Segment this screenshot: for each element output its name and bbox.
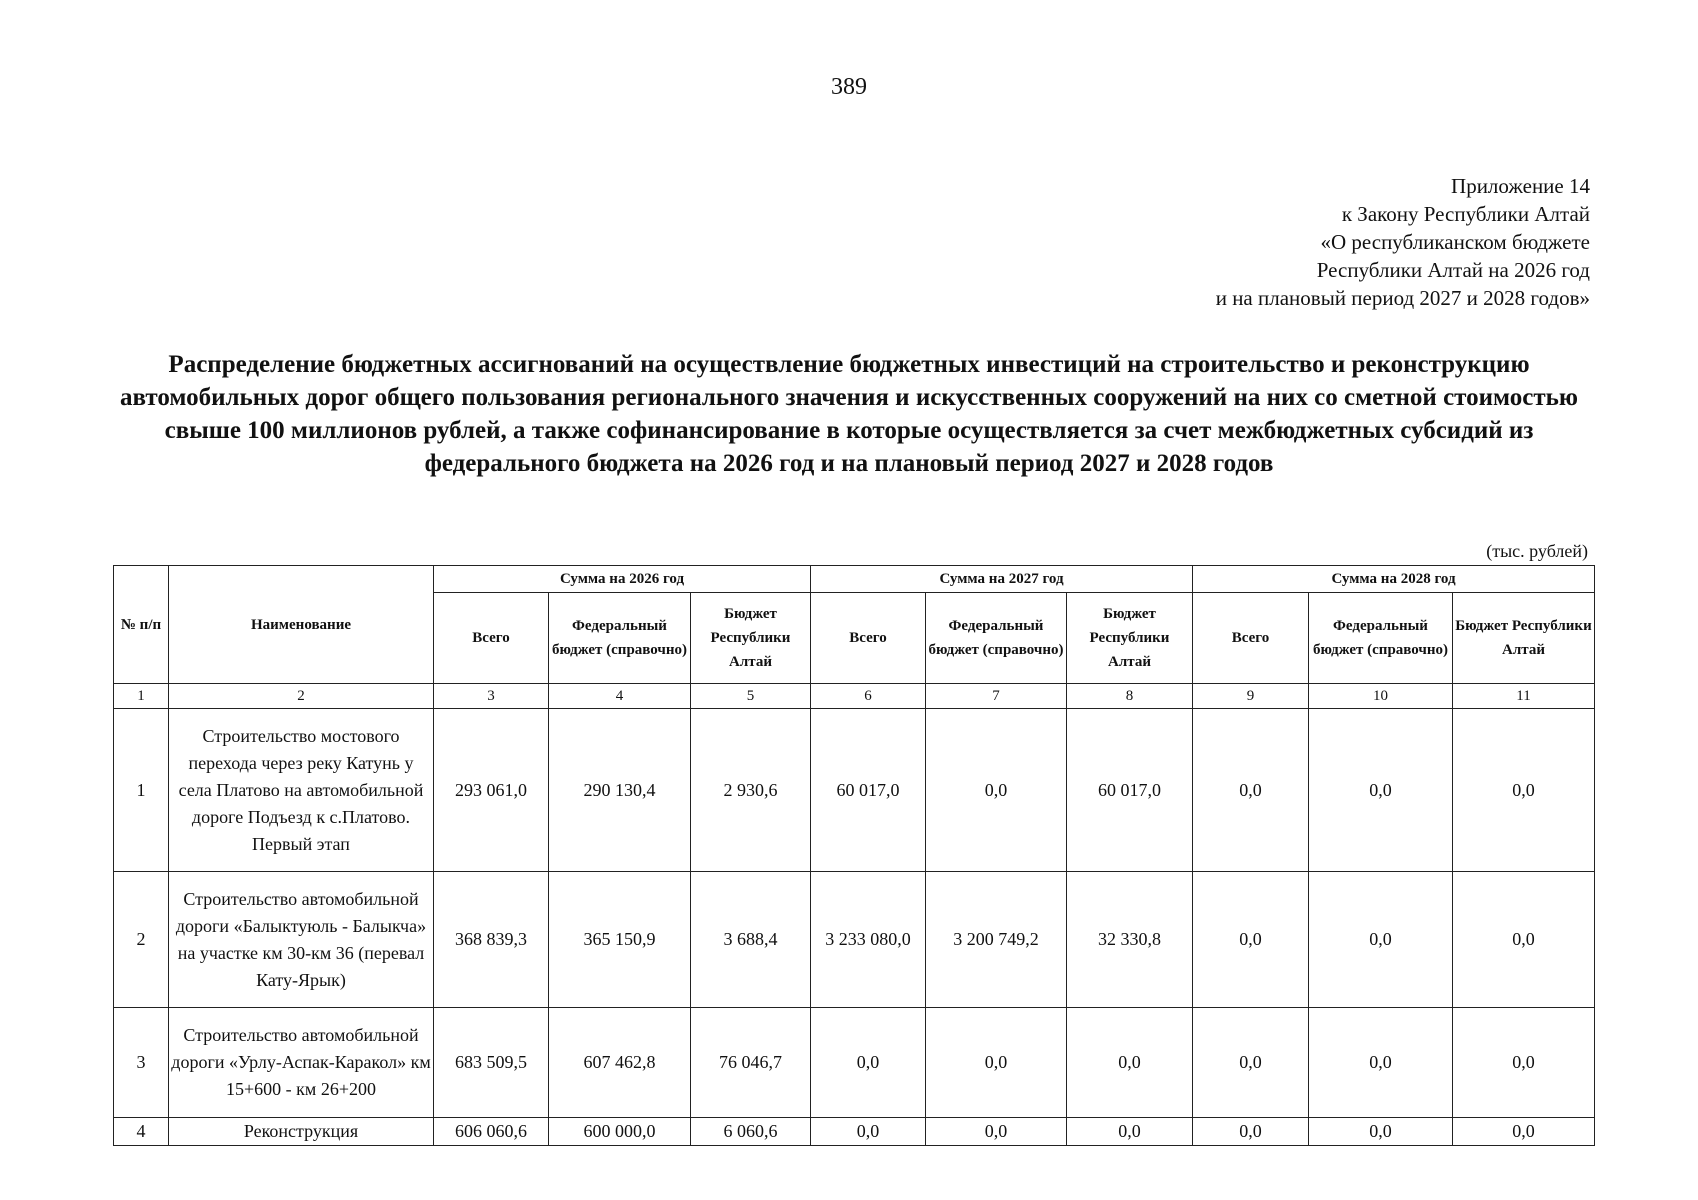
table-row — [114, 1008, 1595, 1118]
page-number: 389 — [831, 74, 867, 100]
column-number: 2 — [169, 684, 434, 709]
header-federal: Федеральный бюджет (справочно) — [926, 593, 1067, 684]
appendix-line: Республики Алтай на 2026 год — [1316, 258, 1590, 282]
value-2028-republic: 0,0 — [1453, 872, 1595, 1008]
column-number-row — [114, 684, 1595, 709]
header-total: Всего — [434, 593, 549, 684]
value-2026-republic: 2 930,6 — [691, 709, 811, 872]
value-2026-federal: 600 000,0 — [549, 1118, 691, 1146]
project-name: Строительство автомобильной дороги «Балыктуюль - Балыкча» на участке км 30-км 36 (перевал Кату-Ярык) — [169, 872, 434, 1008]
value-2027-republic: 32 330,8 — [1067, 872, 1193, 1008]
row-number: 4 — [114, 1118, 169, 1146]
value-2027-republic: 0,0 — [1067, 1008, 1193, 1118]
header-total: Всего — [811, 593, 926, 684]
value-2027-total: 3 233 080,0 — [811, 872, 926, 1008]
column-number: 6 — [811, 684, 926, 709]
column-number: 8 — [1067, 684, 1193, 709]
budget-table — [113, 565, 1595, 1146]
table-row — [114, 872, 1595, 1008]
value-2028-federal: 0,0 — [1309, 1008, 1453, 1118]
value-2026-total: 606 060,6 — [434, 1118, 549, 1146]
project-name: Строительство автомобильной дороги «Урлу-Аспак-Каракол» км 15+600 - км 26+200 — [169, 1008, 434, 1118]
value-2028-federal: 0,0 — [1309, 872, 1453, 1008]
document-title: Распределение бюджетных ассигнований на осуществление бюджетных инвестиций на строительство и реконструкцию автомобильных дорог общего пользования регионального значения и искусственных сооружений на них со сметной стоимостью свыше 100 миллионов рублей, а также софинансирование в которые осуществляется за счет межбюджетных субсидий из федерального бюджета на 2026 год и на плановый период 2027 и 2028 годов — [120, 351, 1578, 477]
column-number: 7 — [926, 684, 1067, 709]
value-2027-federal: 3 200 749,2 — [926, 872, 1067, 1008]
column-number: 3 — [434, 684, 549, 709]
value-2026-total: 683 509,5 — [434, 1008, 549, 1118]
header-year-2027: Сумма на 2027 год — [811, 566, 1193, 593]
value-2026-total: 293 061,0 — [434, 709, 549, 872]
value-2026-federal: 607 462,8 — [549, 1008, 691, 1118]
project-name: Реконструкция — [169, 1118, 434, 1146]
header-federal: Федеральный бюджет (справочно) — [1309, 593, 1453, 684]
header-federal: Федеральный бюджет (справочно) — [549, 593, 691, 684]
value-2028-republic: 0,0 — [1453, 1008, 1595, 1118]
header-republic: Бюджет Республики Алтай — [1453, 593, 1595, 684]
header-republic: Бюджет Республики Алтай — [1067, 593, 1193, 684]
value-2026-republic: 76 046,7 — [691, 1008, 811, 1118]
value-2028-total: 0,0 — [1193, 872, 1309, 1008]
row-number: 2 — [114, 872, 169, 1008]
value-2027-total: 0,0 — [811, 1008, 926, 1118]
value-2027-total: 0,0 — [811, 1118, 926, 1146]
value-2027-republic: 60 017,0 — [1067, 709, 1193, 872]
column-number: 5 — [691, 684, 811, 709]
value-2028-republic: 0,0 — [1453, 1118, 1595, 1146]
value-2027-republic: 0,0 — [1067, 1118, 1193, 1146]
value-2026-federal: 365 150,9 — [549, 872, 691, 1008]
column-number: 9 — [1193, 684, 1309, 709]
project-name: Строительство мостового перехода через реку Катунь у села Платово на автомобильной дороге Подъезд к с.Платово. Первый этап — [169, 709, 434, 872]
value-2027-federal: 0,0 — [926, 709, 1067, 872]
value-2027-federal: 0,0 — [926, 1118, 1067, 1146]
value-2028-total: 0,0 — [1193, 1008, 1309, 1118]
table-row — [114, 1118, 1595, 1146]
header-year-2028: Сумма на 2028 год — [1193, 566, 1595, 593]
header-num: № п/п — [114, 566, 169, 684]
value-2026-federal: 290 130,4 — [549, 709, 691, 872]
value-2028-federal: 0,0 — [1309, 709, 1453, 872]
header-name: Наименование — [169, 566, 434, 684]
value-2027-total: 60 017,0 — [811, 709, 926, 872]
value-2026-total: 368 839,3 — [434, 872, 549, 1008]
units-note: (тыс. рублей) — [1486, 541, 1588, 561]
value-2028-total: 0,0 — [1193, 709, 1309, 872]
column-number: 11 — [1453, 684, 1595, 709]
value-2028-total: 0,0 — [1193, 1118, 1309, 1146]
row-number: 1 — [114, 709, 169, 872]
value-2026-republic: 3 688,4 — [691, 872, 811, 1008]
value-2028-federal: 0,0 — [1309, 1118, 1453, 1146]
table-row — [114, 709, 1595, 872]
column-number: 4 — [549, 684, 691, 709]
appendix-line: к Закону Республики Алтай — [1341, 202, 1590, 226]
header-republic: Бюджет Республики Алтай — [691, 593, 811, 684]
appendix-line: Приложение 14 — [1451, 174, 1590, 198]
header-total: Всего — [1193, 593, 1309, 684]
column-number: 1 — [114, 684, 169, 709]
header-row-groups — [114, 566, 1595, 593]
column-number: 10 — [1309, 684, 1453, 709]
value-2026-republic: 6 060,6 — [691, 1118, 811, 1146]
value-2027-federal: 0,0 — [926, 1008, 1067, 1118]
header-year-2026: Сумма на 2026 год — [434, 566, 811, 593]
row-number: 3 — [114, 1008, 169, 1118]
appendix-reference — [1216, 172, 1590, 312]
appendix-line: и на плановый период 2027 и 2028 годов» — [1215, 286, 1590, 310]
value-2028-republic: 0,0 — [1453, 709, 1595, 872]
appendix-line: «О республиканском бюджете — [1320, 230, 1590, 254]
